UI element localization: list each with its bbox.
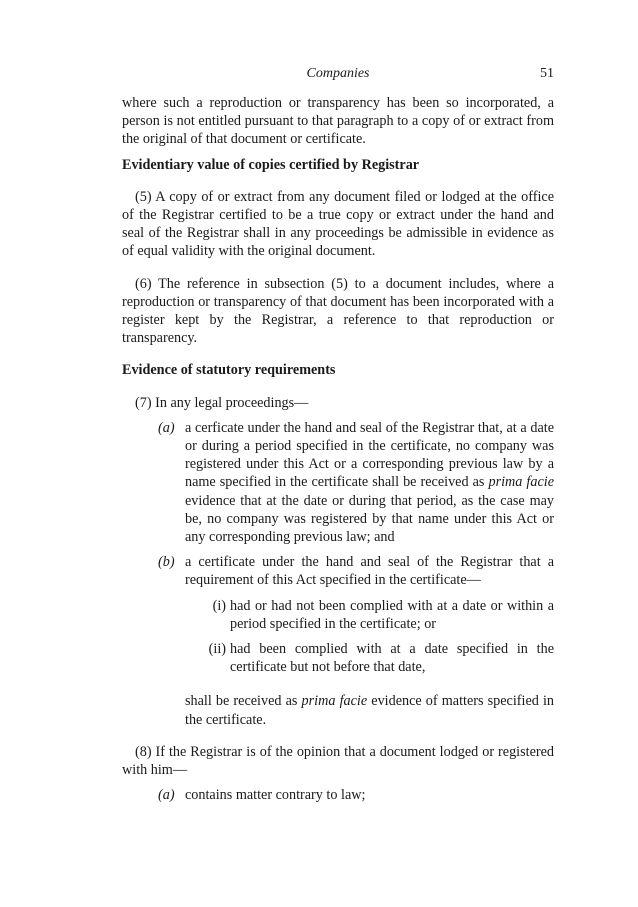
- section-heading-evidentiary-value: Evidentiary value of copies certified by Registrar: [122, 156, 420, 173]
- paragraph-7b: [122, 553, 554, 589]
- running-title: Companies: [306, 66, 370, 81]
- closing-text: shall be received as: [185, 693, 302, 710]
- subsection-8: (8) If the Registrar is of the opinion that a document lodged or registered with him—: [122, 743, 554, 779]
- latin-term: prima facie: [301, 693, 368, 710]
- section-heading-statutory-requirements: Evidence of statutory requirements: [122, 362, 336, 379]
- paragraph-text: a cerficate under the hand and seal of the Registrar that, at a date or during a period specified in the certificate, no company was registered under this Act or a corresponding previous law by a name specified in the certificate shall be received as: [185, 419, 554, 491]
- subsection-5: (5) A copy of or extract from any document filed or lodged at the office of the Registrar certified to be a true copy or extract under the hand and seal of the Registrar shall in any proceedings be admissible in evidence as of equal validity with the original document.: [122, 188, 554, 260]
- subparagraph-label: (i): [212, 597, 226, 614]
- paragraph-label: (b): [158, 554, 175, 571]
- latin-term: prima facie: [488, 474, 554, 491]
- subparagraph-text: had been complied with at a date specified in the certificate but not before that date,: [230, 641, 554, 676]
- subparagraph-text: had or had not been complied with at a date or within a period specified in the certificate; or: [230, 597, 554, 632]
- page-body: [122, 94, 554, 805]
- page-number: 51: [540, 66, 554, 81]
- paragraph-label: (a): [158, 787, 175, 804]
- paragraph-text: a certificate under the hand and seal of the Registrar that a requirement of this Act specified in the certificate—: [185, 554, 554, 589]
- subparagraph-ii: [122, 640, 554, 676]
- paragraph-7-closing: [122, 692, 554, 728]
- subparagraph-i: [122, 597, 554, 633]
- paragraph-label: (a): [158, 419, 175, 436]
- subsection-7: (7) In any legal proceedings—: [135, 394, 309, 411]
- paragraph-text: contains matter contrary to law;: [185, 787, 366, 804]
- paragraph-7a: [122, 419, 554, 546]
- page-header: [122, 66, 554, 86]
- paragraph-8a: [122, 786, 554, 804]
- closing-text: evidence of matters specified in the certificate.: [185, 693, 554, 728]
- intro-paragraph: where such a reproduction or transparency has been so incorporated, a person is not entitled pursuant to that paragraph to a copy of or extract from the original of that document or certificate.: [122, 95, 554, 148]
- subparagraph-label: (ii): [208, 641, 226, 658]
- subsection-6: (6) The reference in subsection (5) to a document includes, where a reproduction or transparency of that document has been incorporated with a register kept by the Registrar, a reference to that reproduction or transparency.: [122, 275, 554, 347]
- paragraph-text: evidence that at the date or during that period, as the case may be, no company was registered by that name under this Act or any corresponding previous law; and: [185, 492, 554, 546]
